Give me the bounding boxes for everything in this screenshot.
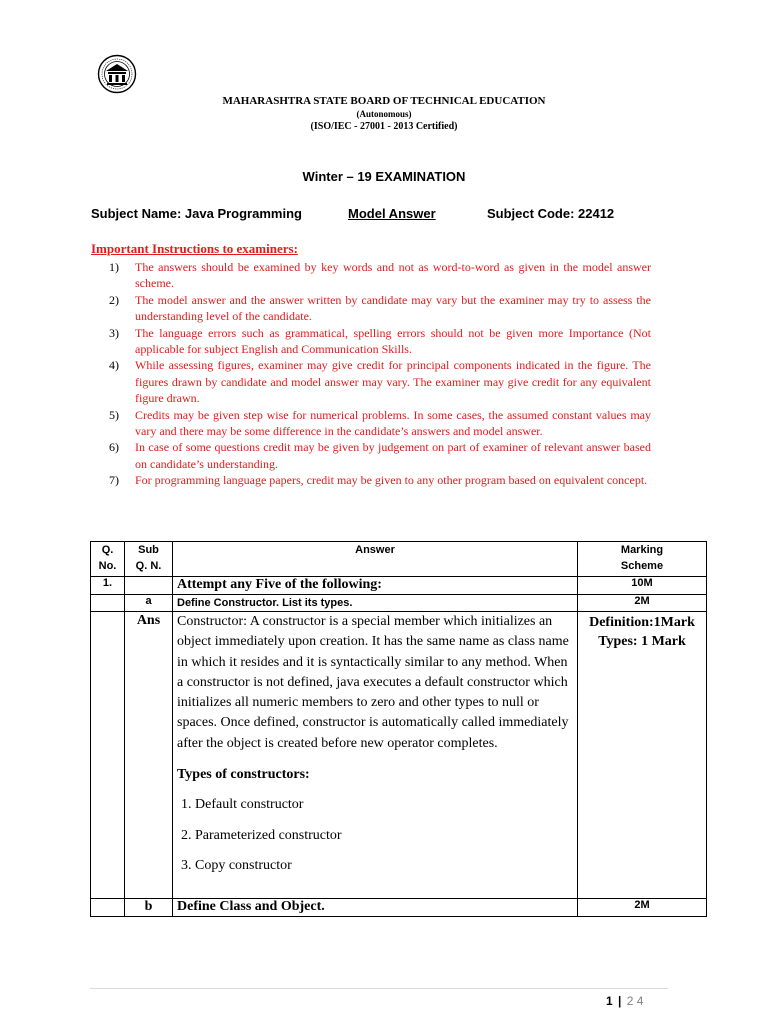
header-marking [578,542,707,577]
subq-b-qno-cell [91,899,125,917]
answer-a-body [173,612,578,899]
instruction-number: 1) [109,260,119,274]
table-header-row [91,542,707,577]
instruction-number: 6) [109,440,119,455]
instruction-number: 3) [109,325,119,340]
exam-title: Winter – 19 EXAMINATION [302,169,466,184]
subquestion-row-a [91,595,707,612]
instruction-item [91,357,651,406]
header-qno [91,542,125,577]
model-answer-label: Model Answer [348,206,436,221]
subq-a-question: Define Constructor. List its types. [173,595,578,612]
instruction-item [91,407,651,440]
instruction-text: Credits may be given step wise for numerical problems. In some cases, the assumed constant values may vary and there may be some difference in the candidate’s answers and model answer. [135,407,651,439]
question-row [91,577,707,595]
instruction-item [91,259,651,292]
instruction-text: For programming language papers, credit may be given to any other program based on equivalent concept. [135,473,648,488]
subq-b-label: b [125,899,173,917]
instruction-text: The answers should be examined by key words and not as word-to-word as given in the model answer scheme. [135,260,651,291]
instruction-item [91,325,651,358]
type-item: 3. Copy constructor [181,857,292,873]
msbte-emblem-icon [97,54,137,94]
header-answer: Answer [173,542,578,577]
question-subq-cell [125,577,173,595]
instruction-text: While assessing figures, examiner may give credit for principal components indicated in the figure. The figures drawn by candidate and model answer may vary. The examiner may give credit for any equivalent figure drawn. [135,358,651,406]
answer-table [90,541,707,917]
scheme-definition: Definition:1Mark [589,615,695,630]
instructions-heading: Important Instructions to examiners: [91,241,298,256]
subject-row [91,206,691,224]
board-name: MAHARASHTRA STATE BOARD OF TECHNICAL EDUCATION [222,95,546,107]
ans-label: Ans [125,612,173,899]
subject-code: Subject Code: 22412 [487,206,615,221]
instruction-number: 7) [109,473,119,488]
subq-a-qno-cell [91,595,125,612]
header-marking-line2: Scheme [620,560,664,572]
header-qno-line2: No. [98,560,117,572]
instruction-item [91,472,651,488]
answer-row-a [91,612,707,899]
footer-divider [90,988,668,989]
type-item: 2. Parameterized constructor [181,827,342,843]
subq-a-marks: 2M [578,595,707,612]
header-subq-line2: Q. N. [135,560,162,572]
instruction-number: 5) [109,407,119,422]
instruction-number: 2) [109,292,119,307]
subject-name: Subject Name: Java Programming [91,206,302,221]
answer-a-qno-cell [91,612,125,899]
question-title: Attempt any Five of the following: [173,577,578,595]
instruction-text: The language errors such as grammatical, spelling errors should not be given more Importance (Not applicable for subject English and Communication Skills. [135,325,651,357]
instruction-text: The model answer and the answer written by candidate may vary but the examiner may try to assess the understanding level of the candidate. [135,292,651,324]
scheme-types: Types: 1 Mark [598,634,686,649]
header-qno-line1: Q. [101,544,114,556]
instruction-item [91,439,651,472]
board-autonomous: (Autonomous) [356,109,412,119]
page-separator: | [618,994,622,1008]
type-item: 1. Default constructor [181,797,304,813]
marking-scheme-a [578,612,707,899]
subq-a-label: a [125,595,173,612]
page-current: 1 [606,994,613,1008]
subquestion-row-b [91,899,707,917]
page-total: 2 4 [626,994,644,1008]
subq-b-marks: 2M [578,899,707,917]
instructions-list [91,259,651,489]
header-marking-line1: Marking [620,544,664,556]
types-heading: Types of constructors: [177,767,310,783]
board-certification: (ISO/IEC - 27001 - 2013 Certified) [310,121,458,132]
instruction-number: 4) [109,358,119,373]
page-number [606,994,643,1008]
question-number: 1. [91,577,125,595]
header-subq-line1: Sub [138,544,159,556]
question-marks: 10M [578,577,707,595]
constructor-definition: Constructor: A constructor is a special member which initializes an object immediately upon creation. It has the same name as class name in which it resides and it is syntactically similar to any method. When a constructor is not defined, java executes a default constructor which initializes all numeric members to zero and other types to null or spaces. Once defined, constructor is automatically called immediately after the object is created before new operator completes. [177,614,569,751]
subq-b-question: Define Class and Object. [173,899,578,917]
instruction-text: In case of some questions credit may be given by judgement on part of examiner of relevant answer based on candidate’s understanding. [135,440,651,471]
instruction-item [91,292,651,325]
header-subq [125,542,173,577]
